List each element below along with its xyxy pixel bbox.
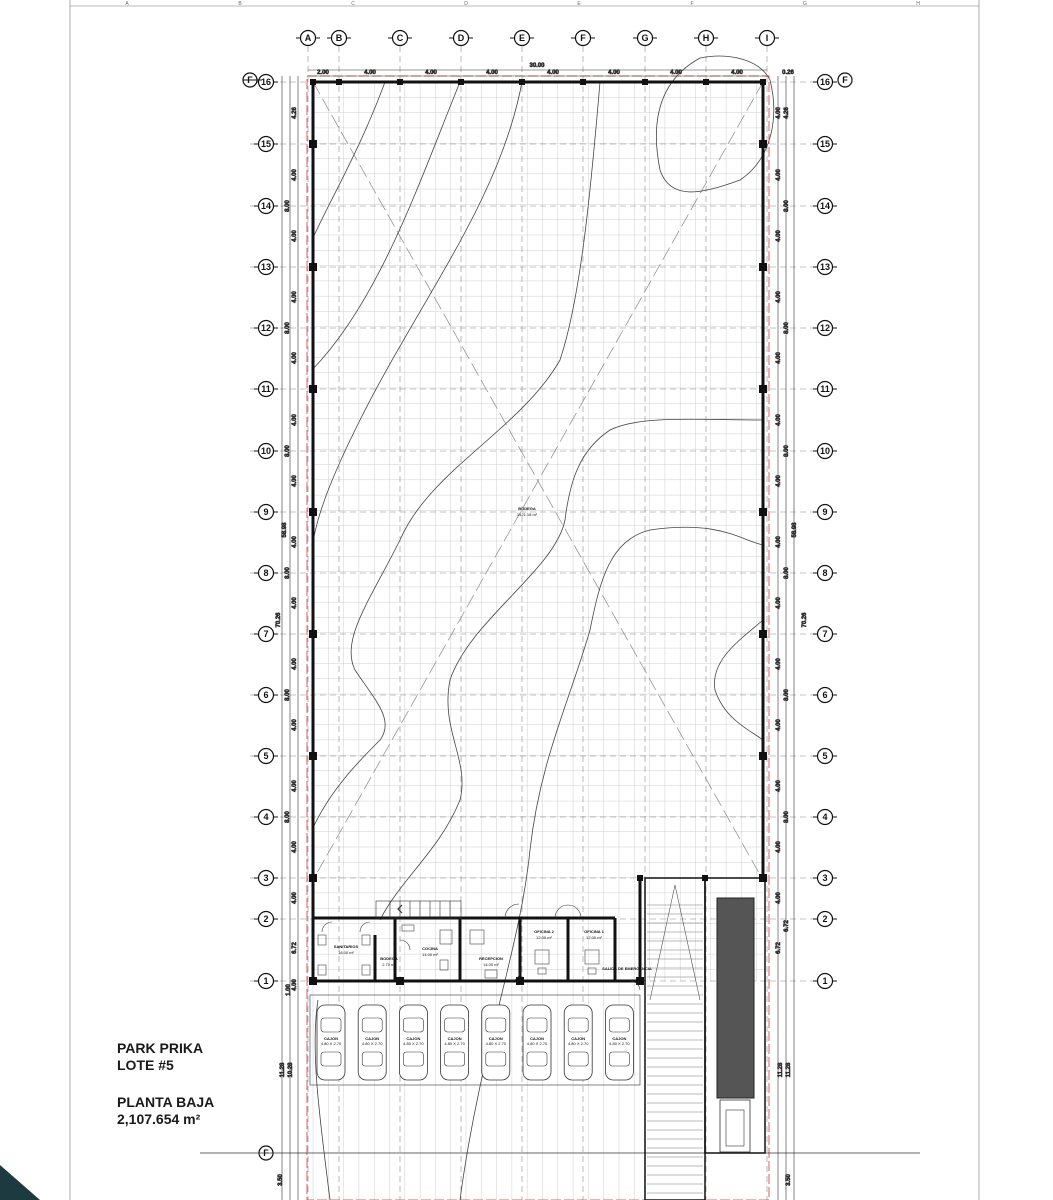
column (642, 79, 648, 85)
dim-left-bay: 4.00 (292, 291, 298, 303)
svg-text:7: 7 (822, 629, 828, 639)
dim-left-bay: 4.00 (292, 979, 298, 991)
svg-text:3: 3 (263, 873, 269, 883)
dim-left-bay: 4.00 (292, 841, 298, 853)
dim-right-bay: 4.00 (776, 169, 782, 181)
dim-left-bay: 4.00 (292, 352, 298, 364)
parked-car (441, 1005, 469, 1080)
dim-right-overall-b: 70.26 (802, 612, 808, 628)
svg-text:9: 9 (822, 507, 828, 517)
border-letter: E (577, 1, 581, 7)
dim-top-bay: 4.00 (608, 70, 620, 76)
dim-right-bay: 4.00 (776, 352, 782, 364)
dim-right-pair: 8.00 (784, 811, 790, 823)
room-area-oficina2: 12.00 m² (536, 935, 552, 940)
room-area-recepcion: 14.00 m² (483, 962, 499, 967)
parking-label: CAJON (529, 1036, 545, 1041)
project-lot: LOTE #5 (117, 1057, 174, 1073)
parking-size: 4.80 X 2.70 (320, 1041, 342, 1046)
dim-right-overall-a: 58.98 (792, 522, 798, 538)
project-name: PARK PRIKA (117, 1040, 204, 1056)
dim-right-bay: 4.00 (776, 291, 782, 303)
dim-top-bay: 2.00 (317, 70, 329, 76)
dim-bottom-left-a: 1.00 (286, 984, 292, 996)
dim-left-pair: 8.00 (285, 567, 291, 579)
svg-text:5: 5 (822, 751, 828, 761)
dim-right-bay: 4.00 (776, 892, 782, 904)
parking-label: CAJON (323, 1036, 339, 1041)
dim-top-bay: 4.00 (670, 70, 682, 76)
svg-text:9: 9 (263, 507, 269, 517)
svg-text:12: 12 (819, 323, 831, 333)
svg-text:1: 1 (822, 976, 828, 986)
dim-top-bay: 4.00 (731, 70, 743, 76)
parking-size: 4.80 X 2.70 (609, 1041, 630, 1046)
dim-overall-width: 30.00 (529, 63, 545, 69)
svg-text:D: D (457, 33, 465, 43)
column (309, 508, 317, 516)
column (309, 140, 317, 148)
dim-right-bay: 6.72 (776, 942, 782, 954)
svg-text:15: 15 (260, 139, 272, 149)
dim-right-pair: 8.00 (784, 689, 790, 701)
parked-car (317, 1005, 345, 1080)
parked-car (523, 1005, 551, 1080)
dim-left-bay: 4.00 (292, 780, 298, 792)
column (309, 630, 317, 638)
dim-left-bay: 4.00 (292, 169, 298, 181)
parking-label: CAJON (447, 1036, 462, 1041)
parked-car (605, 1005, 633, 1080)
parking-label: CAJON (612, 1036, 627, 1041)
column (759, 263, 767, 271)
column (703, 79, 709, 85)
column (760, 79, 766, 85)
dim-top-bay: 4.00 (425, 70, 437, 76)
dim-right-pair: 8.00 (784, 200, 790, 212)
column (759, 752, 767, 760)
dim-left-bay: 4.00 (292, 892, 298, 904)
room-area-sanitarios: 18.00 m² (338, 950, 354, 955)
dim-left-pair: 8.00 (285, 811, 291, 823)
border-letter: C (351, 1, 355, 7)
dim-bottom-left-c: 10.28 (288, 1062, 294, 1078)
border-letter: B (238, 1, 242, 7)
svg-text:F: F (842, 75, 848, 85)
dim-bottom-right-b: 11.28 (786, 1062, 792, 1078)
column (759, 385, 767, 393)
dim-right-bay: 4.00 (776, 107, 782, 119)
dim-right-pair: 4.26 (784, 107, 790, 119)
column (310, 79, 316, 85)
column (580, 79, 586, 85)
column (336, 79, 342, 85)
border-letter: G (803, 1, 807, 7)
column (309, 263, 317, 271)
room-area-oficina1: 12.00 m² (586, 935, 602, 940)
section-marker-right (838, 73, 852, 87)
svg-text:13: 13 (260, 262, 272, 272)
parking-label: CAJON (406, 1036, 421, 1041)
parking-size: 4.80 X 2.70 (526, 1041, 548, 1046)
room-label-recepcion: RECEPCION (479, 956, 503, 961)
parking-label: CAJON (488, 1036, 503, 1041)
parking-size: 4.80 X 2.70 (361, 1041, 383, 1046)
dim-right-pair: 8.00 (784, 322, 790, 334)
dim-right-bay: 4.00 (776, 658, 782, 670)
svg-text:2: 2 (263, 914, 269, 924)
parking-size: 4.80 X 2.70 (403, 1041, 424, 1046)
dim-left-bay: 4.00 (292, 536, 298, 548)
svg-text:10: 10 (260, 446, 272, 456)
dim-top-right: 0.26 (782, 70, 794, 76)
svg-text:5: 5 (263, 751, 269, 761)
dim-left-overall-b: 70.26 (276, 612, 282, 628)
column (759, 140, 767, 148)
svg-text:3: 3 (822, 873, 828, 883)
border-letter: H (916, 1, 920, 7)
svg-text:I: I (765, 33, 769, 43)
room-area-cocina: 14.00 m² (422, 952, 438, 957)
svg-text:B: B (335, 33, 343, 43)
dim-right-bay: 4.00 (776, 597, 782, 609)
dim-left-bay: 4.26 (292, 107, 298, 119)
column (397, 79, 403, 85)
svg-text:7: 7 (263, 629, 269, 639)
project-area: 2,107.654 m² (117, 1111, 201, 1127)
svg-text:F: F (263, 1148, 269, 1158)
project-level: PLANTA BAJA (117, 1094, 215, 1110)
svg-text:12: 12 (260, 323, 272, 333)
column (759, 508, 767, 516)
room-area-bodega: 2.70 m² (382, 962, 396, 967)
parking-label: CAJON (365, 1036, 380, 1041)
dim-left-bay: 4.00 (292, 230, 298, 242)
dim-left-bay: 4.00 (292, 414, 298, 426)
svg-text:4: 4 (822, 812, 828, 822)
svg-text:6: 6 (822, 690, 828, 700)
parked-car (399, 1005, 427, 1080)
svg-text:14: 14 (819, 201, 831, 211)
room-label-oficina2: OFICINA 2 (534, 929, 554, 934)
svg-text:6: 6 (263, 690, 269, 700)
svg-text:F: F (247, 75, 253, 85)
svg-text:G: G (641, 33, 649, 43)
svg-text:8: 8 (263, 568, 269, 578)
dim-right-pair: 8.00 (784, 445, 790, 457)
svg-text:1: 1 (263, 976, 269, 986)
column (759, 630, 767, 638)
svg-text:11: 11 (261, 384, 271, 394)
dim-right-bay: 4.00 (776, 841, 782, 853)
project-level-block (117, 1094, 214, 1128)
svg-text:11: 11 (820, 384, 830, 394)
dim-right-pair: 6.72 (784, 920, 790, 932)
dim-top-bay: 4.00 (486, 70, 498, 76)
dim-left-overall-a: 58.98 (282, 522, 288, 538)
svg-text:4: 4 (263, 812, 269, 822)
dim-left-bay: 4.00 (292, 597, 298, 609)
dim-right-bay: 4.00 (776, 475, 782, 487)
room-area-bodega-nave: 1421.18 m² (516, 512, 538, 517)
room-label-cocina: COCINA (422, 946, 438, 951)
room-label-sanitarios: SANITARIOS (333, 944, 359, 949)
dim-bottom-end-left: 3.50 (278, 1174, 284, 1186)
dim-right-bay: 4.00 (776, 719, 782, 731)
border-letter: D (464, 1, 468, 7)
svg-text:F: F (580, 33, 586, 43)
svg-text:8: 8 (822, 568, 828, 578)
column (309, 385, 317, 393)
column (458, 79, 464, 85)
dim-right-pair: 8.00 (784, 567, 790, 579)
dim-right-bay: 4.00 (776, 230, 782, 242)
svg-text:13: 13 (819, 262, 831, 272)
dim-right-bay: 4.00 (776, 780, 782, 792)
svg-text:E: E (518, 33, 526, 43)
column (309, 752, 317, 760)
parking-size: 4.80 X 2.70 (444, 1041, 465, 1046)
parked-car (482, 1005, 510, 1080)
parked-car (358, 1005, 386, 1080)
room-label-bodega-nave: BODEGA (518, 506, 536, 511)
dim-left-pair: 8.00 (285, 322, 291, 334)
parking-size: 4.80 X 2.70 (485, 1041, 507, 1046)
dim-left-bay: 6.72 (292, 942, 298, 954)
room-label-oficina1: OFICINA 1 (584, 929, 604, 934)
parking-label: CAJON (571, 1036, 586, 1041)
svg-text:2: 2 (822, 914, 828, 924)
dim-bottom-end-right: 3.50 (786, 1174, 792, 1186)
dim-left-pair: 8.00 (285, 200, 291, 212)
room-label-bodega: BODEGA (380, 956, 398, 961)
room-label-salida: SALIDA DE EMERGENCIA (602, 966, 652, 971)
dim-top-bay: 4.00 (364, 70, 376, 76)
svg-text:A: A (304, 33, 312, 43)
svg-text:H: H (702, 33, 710, 43)
svg-text:10: 10 (819, 446, 831, 456)
dim-left-bay: 4.00 (292, 719, 298, 731)
dim-bottom-left-b: 11.28 (280, 1062, 286, 1078)
parking-size: 4.80 X 2.70 (567, 1041, 589, 1046)
column (519, 79, 525, 85)
project-title-block (117, 1040, 203, 1074)
svg-text:16: 16 (260, 77, 272, 87)
dim-right-bay: 4.00 (776, 536, 782, 548)
dim-left-bay: 4.00 (292, 475, 298, 487)
dim-left-bay: 4.00 (292, 658, 298, 670)
dim-right-bay: 4.00 (776, 414, 782, 426)
svg-text:C: C (396, 33, 404, 43)
border-letter: A (125, 1, 129, 7)
svg-text:14: 14 (260, 201, 272, 211)
border-letter: F (690, 1, 694, 7)
dim-bottom-right-a: 11.28 (778, 1062, 784, 1078)
dim-left-pair: 8.00 (285, 445, 291, 457)
svg-text:15: 15 (819, 139, 831, 149)
parked-car (564, 1005, 592, 1080)
dim-left-pair: 8.00 (285, 689, 291, 701)
dim-top-bay: 4.00 (547, 70, 559, 76)
svg-text:16: 16 (819, 77, 831, 87)
